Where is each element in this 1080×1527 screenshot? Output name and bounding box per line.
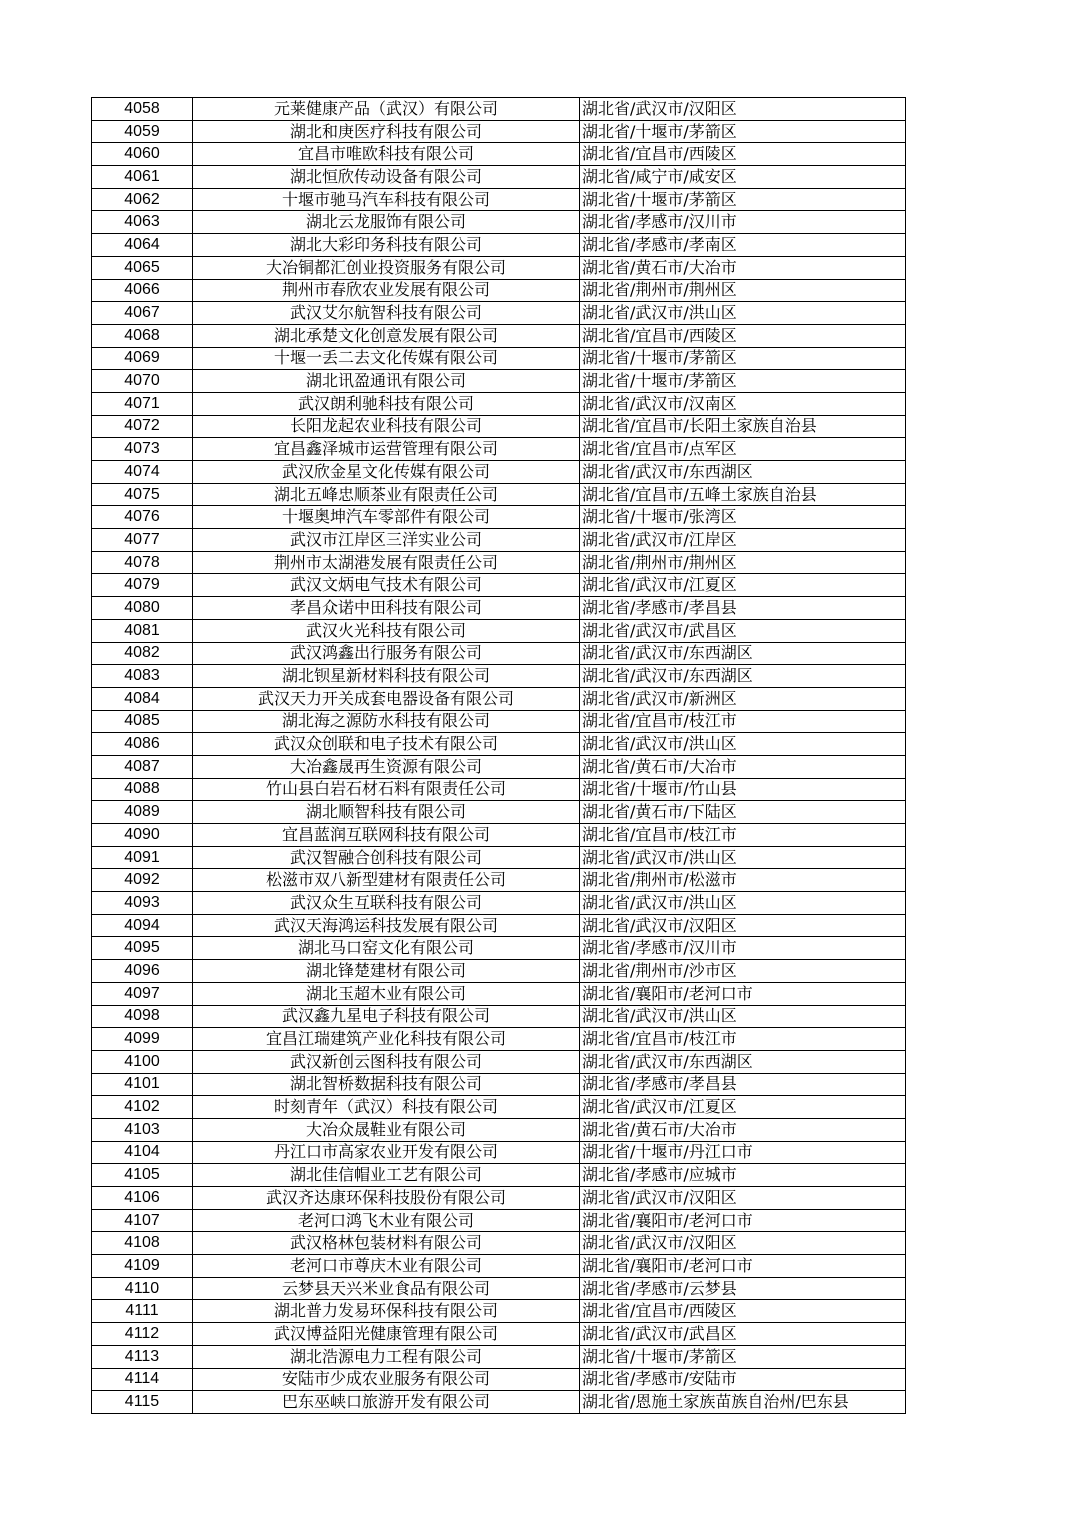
region-cell: 湖北省/十堰市/茅箭区 (580, 188, 906, 211)
row-number-cell: 4101 (92, 1073, 193, 1096)
region-cell: 湖北省/宜昌市/枝江市 (580, 710, 906, 733)
company-name-cell: 时刻青年（武汉）科技有限公司 (193, 1096, 580, 1119)
region-cell: 湖北省/荆州市/荆州区 (580, 551, 906, 574)
table-row (92, 1028, 906, 1051)
company-name-cell: 巴东巫峡口旅游开发有限公司 (193, 1391, 580, 1414)
table-row (92, 120, 906, 143)
company-name-cell: 湖北锋楚建材有限公司 (193, 960, 580, 983)
region-cell: 湖北省/宜昌市/枝江市 (580, 824, 906, 847)
region-cell: 湖北省/十堰市/竹山县 (580, 778, 906, 801)
table-row (92, 551, 906, 574)
company-name-cell: 云梦县天兴米业食品有限公司 (193, 1277, 580, 1300)
region-cell: 湖北省/十堰市/茅箭区 (580, 347, 906, 370)
company-name-cell: 宜昌鑫泽城市运营管理有限公司 (193, 438, 580, 461)
table-row (92, 166, 906, 189)
row-number-cell: 4100 (92, 1050, 193, 1073)
table-row (92, 846, 906, 869)
region-cell: 湖北省/孝感市/孝昌县 (580, 597, 906, 620)
company-name-cell: 湖北和庚医疗科技有限公司 (193, 120, 580, 143)
company-name-cell: 湖北马口窑文化有限公司 (193, 937, 580, 960)
row-number-cell: 4092 (92, 869, 193, 892)
table-row (92, 1050, 906, 1073)
table-row (92, 982, 906, 1005)
region-cell: 湖北省/黄石市/下陆区 (580, 801, 906, 824)
company-name-cell: 老河口鸿飞木业有限公司 (193, 1209, 580, 1232)
row-number-cell: 4095 (92, 937, 193, 960)
company-name-cell: 武汉艾尔航智科技有限公司 (193, 302, 580, 325)
table-row (92, 869, 906, 892)
table-row (92, 392, 906, 415)
row-number-cell: 4068 (92, 324, 193, 347)
company-name-cell: 长阳龙起农业科技有限公司 (193, 415, 580, 438)
row-number-cell: 4089 (92, 801, 193, 824)
row-number-cell: 4087 (92, 755, 193, 778)
row-number-cell: 4073 (92, 438, 193, 461)
region-cell: 湖北省/襄阳市/老河口市 (580, 982, 906, 1005)
region-cell: 湖北省/武汉市/江夏区 (580, 574, 906, 597)
row-number-cell: 4074 (92, 461, 193, 484)
company-name-cell: 湖北普力发易环保科技有限公司 (193, 1300, 580, 1323)
row-number-cell: 4070 (92, 370, 193, 393)
row-number-cell: 4079 (92, 574, 193, 597)
row-number-cell: 4114 (92, 1368, 193, 1391)
region-cell: 湖北省/孝感市/云梦县 (580, 1277, 906, 1300)
company-name-cell: 大冶铜都汇创业投资服务有限公司 (193, 256, 580, 279)
company-name-cell: 武汉天力开关成套电器设备有限公司 (193, 687, 580, 710)
region-cell: 湖北省/武汉市/洪山区 (580, 302, 906, 325)
company-name-cell: 宜昌市唯欧科技有限公司 (193, 143, 580, 166)
company-name-cell: 十堰市驰马汽车科技有限公司 (193, 188, 580, 211)
region-cell: 湖北省/襄阳市/老河口市 (580, 1255, 906, 1278)
region-cell: 湖北省/武汉市/东西湖区 (580, 1050, 906, 1073)
region-cell: 湖北省/武汉市/东西湖区 (580, 665, 906, 688)
row-number-cell: 4108 (92, 1232, 193, 1255)
row-number-cell: 4102 (92, 1096, 193, 1119)
table-row (92, 1209, 906, 1232)
table-row (92, 801, 906, 824)
table-row (92, 1345, 906, 1368)
table-row (92, 1368, 906, 1391)
row-number-cell: 4086 (92, 733, 193, 756)
row-number-cell: 4069 (92, 347, 193, 370)
region-cell: 湖北省/宜昌市/长阳土家族自治县 (580, 415, 906, 438)
region-cell: 湖北省/武汉市/汉南区 (580, 392, 906, 415)
table-row (92, 710, 906, 733)
row-number-cell: 4080 (92, 597, 193, 620)
row-number-cell: 4064 (92, 234, 193, 257)
company-name-cell: 武汉齐达康环保科技股份有限公司 (193, 1187, 580, 1210)
company-name-cell: 十堰一丢二去文化传媒有限公司 (193, 347, 580, 370)
region-cell: 湖北省/宜昌市/五峰土家族自治县 (580, 483, 906, 506)
row-number-cell: 4075 (92, 483, 193, 506)
row-number-cell: 4059 (92, 120, 193, 143)
region-cell: 湖北省/黄石市/大冶市 (580, 256, 906, 279)
company-name-cell: 武汉鸿鑫出行服务有限公司 (193, 642, 580, 665)
region-cell: 湖北省/黄石市/大冶市 (580, 1118, 906, 1141)
table-row (92, 1255, 906, 1278)
company-list-body (92, 98, 906, 1414)
company-name-cell: 武汉市江岸区三洋实业公司 (193, 529, 580, 552)
table-row (92, 1005, 906, 1028)
row-number-cell: 4113 (92, 1345, 193, 1368)
row-number-cell: 4097 (92, 982, 193, 1005)
region-cell: 湖北省/武汉市/江岸区 (580, 529, 906, 552)
row-number-cell: 4060 (92, 143, 193, 166)
company-name-cell: 湖北智桥数据科技有限公司 (193, 1073, 580, 1096)
row-number-cell: 4094 (92, 914, 193, 937)
table-row (92, 960, 906, 983)
region-cell: 湖北省/武汉市/新洲区 (580, 687, 906, 710)
table-row (92, 619, 906, 642)
table-row (92, 302, 906, 325)
table-row (92, 892, 906, 915)
company-name-cell: 武汉众创联和电子技术有限公司 (193, 733, 580, 756)
company-name-cell: 武汉朗利驰科技有限公司 (193, 392, 580, 415)
row-number-cell: 4104 (92, 1141, 193, 1164)
company-name-cell: 湖北大彩印务科技有限公司 (193, 234, 580, 257)
region-cell: 湖北省/十堰市/茅箭区 (580, 1345, 906, 1368)
company-name-cell: 大冶鑫晟再生资源有限公司 (193, 755, 580, 778)
row-number-cell: 4085 (92, 710, 193, 733)
row-number-cell: 4084 (92, 687, 193, 710)
company-name-cell: 十堰奥坤汽车零部件有限公司 (193, 506, 580, 529)
table-row (92, 188, 906, 211)
region-cell: 湖北省/武汉市/武昌区 (580, 1323, 906, 1346)
company-name-cell: 宜昌江瑞建筑产业化科技有限公司 (193, 1028, 580, 1051)
table-row (92, 755, 906, 778)
table-row (92, 370, 906, 393)
row-number-cell: 4090 (92, 824, 193, 847)
table-row (92, 914, 906, 937)
row-number-cell: 4096 (92, 960, 193, 983)
company-name-cell: 武汉新创云图科技有限公司 (193, 1050, 580, 1073)
region-cell: 湖北省/孝感市/安陆市 (580, 1368, 906, 1391)
row-number-cell: 4093 (92, 892, 193, 915)
table-row (92, 506, 906, 529)
company-name-cell: 元莱健康产品（武汉）有限公司 (193, 98, 580, 121)
row-number-cell: 4066 (92, 279, 193, 302)
table-row (92, 1187, 906, 1210)
table-row (92, 687, 906, 710)
row-number-cell: 4063 (92, 211, 193, 234)
row-number-cell: 4098 (92, 1005, 193, 1028)
region-cell: 湖北省/宜昌市/西陵区 (580, 1300, 906, 1323)
company-name-cell: 松滋市双八新型建材有限责任公司 (193, 869, 580, 892)
region-cell: 湖北省/武汉市/汉阳区 (580, 914, 906, 937)
row-number-cell: 4061 (92, 166, 193, 189)
row-number-cell: 4099 (92, 1028, 193, 1051)
company-name-cell: 武汉鑫九星电子科技有限公司 (193, 1005, 580, 1028)
region-cell: 湖北省/武汉市/洪山区 (580, 892, 906, 915)
region-cell: 湖北省/武汉市/江夏区 (580, 1096, 906, 1119)
company-name-cell: 武汉文炳电气技术有限公司 (193, 574, 580, 597)
table-row (92, 1323, 906, 1346)
company-name-cell: 荆州市春欣农业发展有限公司 (193, 279, 580, 302)
company-name-cell: 湖北讯盈通讯有限公司 (193, 370, 580, 393)
row-number-cell: 4103 (92, 1118, 193, 1141)
region-cell: 湖北省/荆州市/松滋市 (580, 869, 906, 892)
region-cell: 湖北省/十堰市/茅箭区 (580, 370, 906, 393)
region-cell: 湖北省/黄石市/大冶市 (580, 755, 906, 778)
table-row (92, 642, 906, 665)
company-name-cell: 荆州市太湖港发展有限责任公司 (193, 551, 580, 574)
row-number-cell: 4083 (92, 665, 193, 688)
table-row (92, 529, 906, 552)
table-row (92, 665, 906, 688)
company-name-cell: 丹江口市高家农业开发有限公司 (193, 1141, 580, 1164)
region-cell: 湖北省/武汉市/洪山区 (580, 733, 906, 756)
row-number-cell: 4088 (92, 778, 193, 801)
region-cell: 湖北省/宜昌市/点军区 (580, 438, 906, 461)
row-number-cell: 4071 (92, 392, 193, 415)
row-number-cell: 4078 (92, 551, 193, 574)
company-list-table (91, 97, 906, 1414)
table-row (92, 574, 906, 597)
company-name-cell: 湖北云龙服饰有限公司 (193, 211, 580, 234)
company-name-cell: 湖北海之源防水科技有限公司 (193, 710, 580, 733)
table-row (92, 461, 906, 484)
row-number-cell: 4106 (92, 1187, 193, 1210)
region-cell: 湖北省/孝感市/应城市 (580, 1164, 906, 1187)
table-row (92, 937, 906, 960)
table-row (92, 1300, 906, 1323)
table-row (92, 1141, 906, 1164)
company-name-cell: 竹山县白岩石材石料有限责任公司 (193, 778, 580, 801)
region-cell: 湖北省/荆州市/沙市区 (580, 960, 906, 983)
region-cell: 湖北省/武汉市/洪山区 (580, 846, 906, 869)
table-row (92, 98, 906, 121)
company-name-cell: 老河口市尊庆木业有限公司 (193, 1255, 580, 1278)
row-number-cell: 4081 (92, 619, 193, 642)
table-row (92, 415, 906, 438)
row-number-cell: 4105 (92, 1164, 193, 1187)
table-row (92, 1164, 906, 1187)
company-name-cell: 孝昌众诺中田科技有限公司 (193, 597, 580, 620)
region-cell: 湖北省/宜昌市/西陵区 (580, 324, 906, 347)
table-row (92, 143, 906, 166)
table-row (92, 1118, 906, 1141)
table-row (92, 597, 906, 620)
table-row (92, 1232, 906, 1255)
table-row (92, 324, 906, 347)
region-cell: 湖北省/孝感市/汉川市 (580, 211, 906, 234)
region-cell: 湖北省/孝感市/孝昌县 (580, 1073, 906, 1096)
table-row (92, 256, 906, 279)
table-row (92, 1096, 906, 1119)
row-number-cell: 4077 (92, 529, 193, 552)
row-number-cell: 4082 (92, 642, 193, 665)
region-cell: 湖北省/武汉市/武昌区 (580, 619, 906, 642)
row-number-cell: 4112 (92, 1323, 193, 1346)
region-cell: 湖北省/武汉市/汉阳区 (580, 1232, 906, 1255)
company-name-cell: 武汉欣金星文化传媒有限公司 (193, 461, 580, 484)
company-name-cell: 湖北顺智科技有限公司 (193, 801, 580, 824)
region-cell: 湖北省/恩施土家族苗族自治州/巴东县 (580, 1391, 906, 1414)
row-number-cell: 4111 (92, 1300, 193, 1323)
table-row (92, 438, 906, 461)
region-cell: 湖北省/孝感市/孝南区 (580, 234, 906, 257)
table-row (92, 733, 906, 756)
table-row (92, 778, 906, 801)
row-number-cell: 4067 (92, 302, 193, 325)
table-row (92, 1277, 906, 1300)
company-name-cell: 湖北玉超木业有限公司 (193, 982, 580, 1005)
region-cell: 湖北省/孝感市/汉川市 (580, 937, 906, 960)
company-name-cell: 宜昌蓝润互联网科技有限公司 (193, 824, 580, 847)
company-name-cell: 武汉格林包装材料有限公司 (193, 1232, 580, 1255)
row-number-cell: 4107 (92, 1209, 193, 1232)
company-name-cell: 湖北五峰忠顺茶业有限责任公司 (193, 483, 580, 506)
table-row (92, 824, 906, 847)
table-row (92, 1073, 906, 1096)
company-name-cell: 武汉众生互联科技有限公司 (193, 892, 580, 915)
company-name-cell: 湖北恒欣传动设备有限公司 (193, 166, 580, 189)
company-name-cell: 湖北承楚文化创意发展有限公司 (193, 324, 580, 347)
table-row (92, 483, 906, 506)
region-cell: 湖北省/十堰市/丹江口市 (580, 1141, 906, 1164)
region-cell: 湖北省/武汉市/汉阳区 (580, 98, 906, 121)
row-number-cell: 4115 (92, 1391, 193, 1414)
table-row (92, 279, 906, 302)
company-name-cell: 湖北钡星新材料科技有限公司 (193, 665, 580, 688)
company-name-cell: 大冶众晟鞋业有限公司 (193, 1118, 580, 1141)
region-cell: 湖北省/十堰市/张湾区 (580, 506, 906, 529)
row-number-cell: 4076 (92, 506, 193, 529)
company-name-cell: 湖北佳信帽业工艺有限公司 (193, 1164, 580, 1187)
row-number-cell: 4109 (92, 1255, 193, 1278)
region-cell: 湖北省/宜昌市/西陵区 (580, 143, 906, 166)
region-cell: 湖北省/武汉市/东西湖区 (580, 642, 906, 665)
region-cell: 湖北省/襄阳市/老河口市 (580, 1209, 906, 1232)
row-number-cell: 4062 (92, 188, 193, 211)
row-number-cell: 4110 (92, 1277, 193, 1300)
region-cell: 湖北省/咸宁市/咸安区 (580, 166, 906, 189)
company-name-cell: 湖北浩源电力工程有限公司 (193, 1345, 580, 1368)
region-cell: 湖北省/武汉市/汉阳区 (580, 1187, 906, 1210)
company-name-cell: 安陆市少成农业服务有限公司 (193, 1368, 580, 1391)
table-row (92, 234, 906, 257)
row-number-cell: 4091 (92, 846, 193, 869)
region-cell: 湖北省/武汉市/东西湖区 (580, 461, 906, 484)
region-cell: 湖北省/荆州市/荆州区 (580, 279, 906, 302)
company-name-cell: 武汉火光科技有限公司 (193, 619, 580, 642)
row-number-cell: 4058 (92, 98, 193, 121)
table-row (92, 211, 906, 234)
company-name-cell: 武汉智融合创科技有限公司 (193, 846, 580, 869)
table-row (92, 347, 906, 370)
row-number-cell: 4072 (92, 415, 193, 438)
region-cell: 湖北省/武汉市/洪山区 (580, 1005, 906, 1028)
table-row (92, 1391, 906, 1414)
row-number-cell: 4065 (92, 256, 193, 279)
company-name-cell: 武汉天海鸿运科技发展有限公司 (193, 914, 580, 937)
company-name-cell: 武汉博益阳光健康管理有限公司 (193, 1323, 580, 1346)
region-cell: 湖北省/十堰市/茅箭区 (580, 120, 906, 143)
region-cell: 湖北省/宜昌市/枝江市 (580, 1028, 906, 1051)
